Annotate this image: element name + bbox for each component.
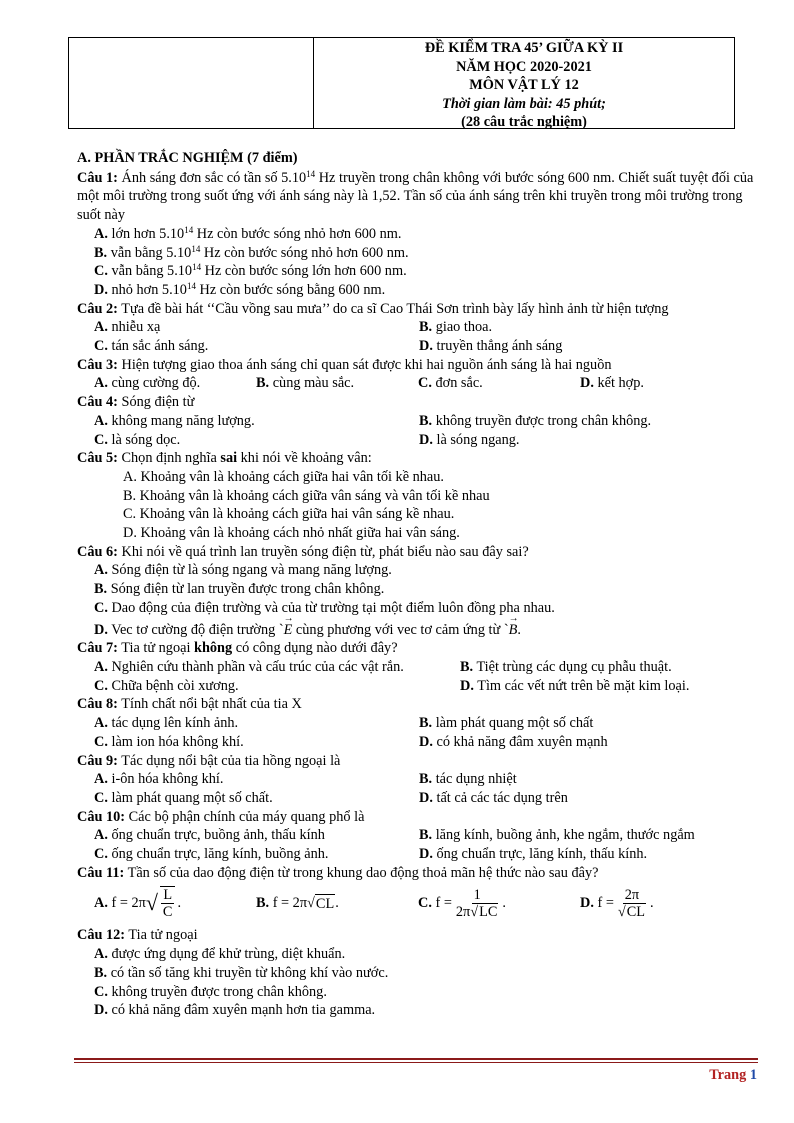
option-c[interactable] [94,337,419,356]
options-row [77,714,757,733]
option-letter: C. [94,431,108,448]
option-b[interactable] [77,580,757,599]
options-row [77,318,757,337]
option-c[interactable] [94,845,419,864]
option-text: Tiệt trùng các dụng cụ phẫu thuật. [473,658,672,675]
option-letter: B. [94,964,108,981]
options-row [77,826,757,845]
option-text: không truyền được trong chân không. [107,983,327,1000]
question-text: Khi nói về quá trình lan truyền sóng điện từ, phát biểu nào sau đây sai? [117,543,529,560]
option-text: nhỏ hơn 5.10 [107,281,187,298]
option-letter: D. [419,733,433,750]
superscript: 14 [192,262,202,273]
exam-content [77,149,757,1020]
option-letter: A. [94,562,108,579]
period: . [650,895,654,912]
option-text: có khả năng đâm xuyên mạnh [432,733,608,750]
subject: MÔN VẬT LÝ 12 [469,77,579,93]
question-text: Tác dụng nổi bật của tia hồng ngoại là [117,752,341,769]
option-letter: D. [419,789,433,806]
option-c[interactable] [94,431,419,450]
header-right-cell [314,38,734,128]
option-letter: A. [94,946,108,963]
superscript: 14 [186,280,196,291]
option-c[interactable] [77,983,757,1002]
option-letter: C. [94,846,108,863]
option-letter: B. [419,319,433,336]
option-text: có khả năng đâm xuyên mạnh hơn tia gamma. [107,1002,376,1019]
option-d[interactable] [419,733,608,752]
denominator [454,904,501,920]
option-b[interactable] [460,658,672,677]
option-a[interactable] [94,826,419,845]
sqrt-symbol: √ [145,890,158,916]
option-text: có tần số tăng khi truyền từ không khí vào nước. [107,964,389,981]
option-d[interactable] [460,677,689,696]
option-text: Hz còn bước sóng nhỏ hơn 600 nm. [193,225,402,242]
question-9 [77,752,757,771]
question-text: Ánh sáng đơn sắc có tần số 5.10 [117,169,307,186]
option-letter: A. [94,895,108,912]
denominator-text: 2π [455,903,471,920]
option-a[interactable]: A. Khoảng vân là khoảng cách giữa hai vân tối kề nhau. [123,468,444,485]
option-c[interactable] [77,599,757,618]
option-text: ống chuẩn trực, lăng kính, thấu kính. [432,846,648,863]
option-text: là sóng ngang. [432,431,520,448]
fraction [160,886,176,920]
superscript: 14 [306,168,316,179]
option-a[interactable] [94,714,419,733]
option-text: lăng kính, buồng ảnh, khe ngắm, thước ngắm [432,827,695,844]
option-letter: D. [580,375,594,392]
question-5 [77,449,757,468]
option-letter: A. [94,827,108,844]
option-letter: A. [94,375,108,392]
option-d[interactable]: D. Khoảng vân là khoảng cách nhỏ nhất giữa hai vân sáng. [123,525,460,542]
options-row [77,412,757,431]
option-letter: B. [256,895,270,912]
question-1 [77,169,757,225]
option-b[interactable] [256,374,418,393]
formula-options-row [77,880,757,926]
question-text: Tựa đề bài hát ‘‘Cầu vồng sau mưa’’ do ca sĩ Cao Thái Sơn trình bày lấy hình ảnh từ hiện tượng [117,300,669,317]
option-text: cùng phương với vec tơ cảm ứng từ ` [295,621,509,638]
option-letter: A. [94,319,108,336]
radicand: CL [315,895,335,912]
options-row [77,770,757,789]
question-label: Câu 12: [77,927,126,944]
question-text: khi nói về khoảng vân: [237,450,372,467]
question-label: Câu 3: [77,356,118,373]
numerator: L [163,887,173,904]
question-text: Tần số của dao động điện từ trong khung dao động thoả mãn hệ thức nào sau đây? [124,864,599,881]
option-a[interactable] [94,658,460,677]
option-letter: C. [94,733,108,750]
option-a[interactable] [94,412,419,431]
option-letter: C. [94,789,108,806]
option-letter: D. [419,846,433,863]
option-a[interactable] [94,770,419,789]
header-left-cell [69,38,314,128]
option-letter: C. [94,338,108,355]
option-letter: D. [580,895,594,912]
option-d[interactable] [580,374,644,393]
option-letter: D. [94,1002,108,1019]
option-text: đơn sắc. [431,375,483,392]
emphasis: sai [220,450,238,467]
option-a[interactable] [77,945,757,964]
superscript: 14 [184,224,194,235]
option-d[interactable] [580,887,742,920]
option-letter: D. [419,338,433,355]
question-text: Hiện tượng giao thoa ánh sáng chỉ quan sát được khi hai nguồn ánh sáng là hai nguồn [117,356,612,373]
option-d[interactable] [77,1001,757,1020]
option-a[interactable] [94,886,256,920]
option-b[interactable] [419,412,651,431]
option-text: Chữa bệnh còi xương. [107,677,239,694]
section-title: A. PHẦN TRẮC NGHIỆM (7 điểm) [77,150,298,166]
options-row [77,431,757,450]
time-limit: Thời gian làm bài: 45 phút; [442,95,606,112]
option-b[interactable] [419,770,517,789]
option-c[interactable] [418,887,580,920]
period: . [335,895,339,912]
options-row [77,845,757,864]
page-label: Trang [709,1067,750,1083]
question-text: Tính chất nổi bật nhất của tia X [117,696,302,713]
option-text: không mang năng lượng. [107,412,255,429]
sqrt-symbol: √ [470,903,479,920]
option-letter: A. [94,658,108,675]
option-a[interactable] [77,561,757,580]
formula-text: f = 2π [111,895,146,912]
option-text: được ứng dụng để khử trùng, diệt khuẩn. [107,946,346,963]
school-year: NĂM HỌC 2020-2021 [456,58,592,75]
exam-title: ĐỀ KIỂM TRA 45’ GIỮA KỲ II [424,40,624,56]
formula-text: f = 2π [272,895,308,912]
option-text: nhiễu xạ [107,319,161,336]
sqrt-symbol: √ [307,895,315,912]
option-letter: B. [256,375,270,392]
option-a[interactable] [94,374,256,393]
question-7 [77,639,757,658]
option-d[interactable] [419,431,519,450]
option-letter: C. [94,599,108,616]
option-text: Vec tơ cường độ điện trường ` [107,621,284,638]
question-text: Chọn định nghĩa [117,450,221,467]
option-letter: A. [94,412,108,429]
option-text: Hz còn bước sóng lớn hơn 600 nm. [201,263,407,280]
question-count: (28 câu trắc nghiệm) [461,114,587,130]
option-text: làm phát quang một số chất [432,715,594,732]
option-c[interactable]: C. Khoảng vân là khoảng cách giữa hai vân sáng kề nhau. [123,506,455,523]
option-letter: B. [419,715,433,732]
numerator: 2π [624,886,640,903]
footer-divider [74,1058,758,1060]
option-d[interactable] [419,845,647,864]
vector-e: → E [284,621,293,640]
option-text: Sóng điện từ lan truyền được trong chân không. [107,581,385,598]
question-label: Câu 10: [77,808,126,825]
option-letter: A. [94,225,108,242]
option-d[interactable] [77,621,757,640]
option-c[interactable] [94,733,419,752]
superscript: 14 [191,243,201,254]
option-text: . [517,621,521,638]
option-text: vẫn bằng 5.10 [107,263,193,280]
option-text: tác dụng nhiệt [432,771,517,788]
option-b[interactable] [419,318,492,337]
option-text: Sóng điện từ là sóng ngang và mang năng lượng. [107,562,392,579]
question-text: Các bộ phận chính của máy quang phổ là [125,808,365,825]
vector-b: → B [509,621,518,640]
option-text: Nghiên cứu thành phần và cấu trúc của các vật rắn. [107,658,404,675]
question-label: Câu 5: [77,450,118,467]
option-b[interactable]: B. Khoảng vân là khoảng cách giữa vân sáng và vân tối kề nhau [123,487,490,504]
question-label: Câu 1: [77,169,118,186]
question-8 [77,695,757,714]
option-b[interactable] [419,714,593,733]
option-letter: D. [94,281,108,298]
option-letter: C. [94,983,108,1000]
options-row [77,337,757,356]
option-text: truyền thẳng ánh sáng [432,338,563,355]
option-text: tác dụng lên kính ảnh. [107,715,239,732]
footer-divider-thin [74,1062,758,1063]
option-letter: C. [94,263,108,280]
option-letter: A. [94,771,108,788]
option-text: tán sắc ánh sáng. [107,338,209,355]
formula-text: f = [435,895,452,912]
option-letter: A. [94,715,108,732]
question-12 [77,926,757,945]
denominator [616,904,648,920]
option-b[interactable] [256,894,418,914]
option-text: Hz còn bước sóng nhỏ hơn 600 nm. [200,244,409,261]
option-text: làm ion hóa không khí. [107,733,244,750]
option-b[interactable] [77,964,757,983]
page-number: 1 [749,1067,757,1083]
fraction [616,887,648,920]
option-text: ống chuẩn trực, buồng ảnh, thấu kính [107,827,325,844]
option-text: không truyền được trong chân không. [432,412,652,429]
question-2 [77,300,757,319]
question-3 [77,356,757,375]
formula-text: f = [597,895,614,912]
question-text: Hz truyền trong chân không với bước sóng 600 nm. Chiết suất tuyệt đối của một môi trường trong suốt ứng với ánh sáng này là 1,52. Tần số của ánh sáng trên khi truyền trong môi trường trong suốt này [77,169,754,224]
options-row [77,789,757,808]
numerator: 1 [473,886,481,903]
exam-header-table [68,37,735,129]
option-c[interactable] [94,677,460,696]
option-letter: C. [94,677,108,694]
option-c[interactable] [94,789,419,808]
option-letter: B. [419,412,433,429]
question-6 [77,543,757,562]
option-a[interactable] [77,225,757,244]
sqrt-symbol: √ [617,903,626,920]
option-text: là sóng dọc. [107,431,181,448]
question-label: Câu 6: [77,543,118,560]
question-10 [77,808,757,827]
question-label: Câu 11: [77,864,125,881]
option-text: Dao động của điện trường và của từ trường tại một điểm luôn đồng pha nhau. [107,599,555,616]
option-text: làm phát quang một số chất. [107,789,273,806]
option-text: i-ôn hóa không khí. [107,771,224,788]
radicand: CL [626,903,646,920]
option-letter: B. [419,771,433,788]
denominator: C [162,904,173,921]
option-letter: C. [418,895,432,912]
option-text: cùng màu sắc. [269,375,355,392]
option-text: vẫn bằng 5.10 [107,244,192,261]
options-row [77,677,757,696]
option-a[interactable] [94,318,419,337]
period: . [177,895,182,912]
question-label: Câu 2: [77,300,118,317]
option-text: ống chuẩn trực, lăng kính, buồng ảnh. [107,846,329,863]
option-letter: D. [419,431,433,448]
option-text: giao thoa. [432,319,493,336]
option-text: Tìm các vết nứt trên bề mặt kim loại. [473,677,690,694]
fraction [454,887,501,920]
question-4 [77,393,757,412]
question-label: Câu 8: [77,696,118,713]
question-text: Tia tử ngoại [117,640,194,657]
question-text: có công dụng nào dưới đây? [232,640,398,657]
option-letter: B. [419,827,433,844]
option-d[interactable] [419,789,568,808]
option-letter: B. [460,658,474,675]
option-text: tất cả các tác dụng trên [432,789,568,806]
option-letter: C. [418,375,432,392]
option-d[interactable] [77,281,757,300]
option-letter: B. [94,244,108,261]
question-label: Câu 4: [77,394,118,411]
option-letter: D. [460,677,474,694]
option-text: Hz còn bước sóng bằng 600 nm. [195,281,386,298]
question-label: Câu 7: [77,640,118,657]
option-letter: D. [94,621,108,638]
option-text: lớn hơn 5.10 [107,225,185,242]
option-b[interactable] [77,244,757,263]
emphasis: không [194,640,233,657]
option-c[interactable] [77,262,757,281]
radicand: LC [479,903,498,920]
period: . [502,895,506,912]
question-text: Tia tử ngoại [125,927,198,944]
option-b[interactable] [419,826,695,845]
options-row [77,733,757,752]
option-c[interactable] [418,374,580,393]
options-row [77,658,757,677]
option-letter: B. [94,581,108,598]
question-label: Câu 9: [77,752,118,769]
options-row [77,374,757,393]
option-text: cùng cường độ. [107,375,201,392]
page-footer [709,1067,757,1084]
option-d[interactable] [419,337,562,356]
question-text: Sóng điện từ [117,394,195,411]
option-text: kết hợp. [593,375,644,392]
